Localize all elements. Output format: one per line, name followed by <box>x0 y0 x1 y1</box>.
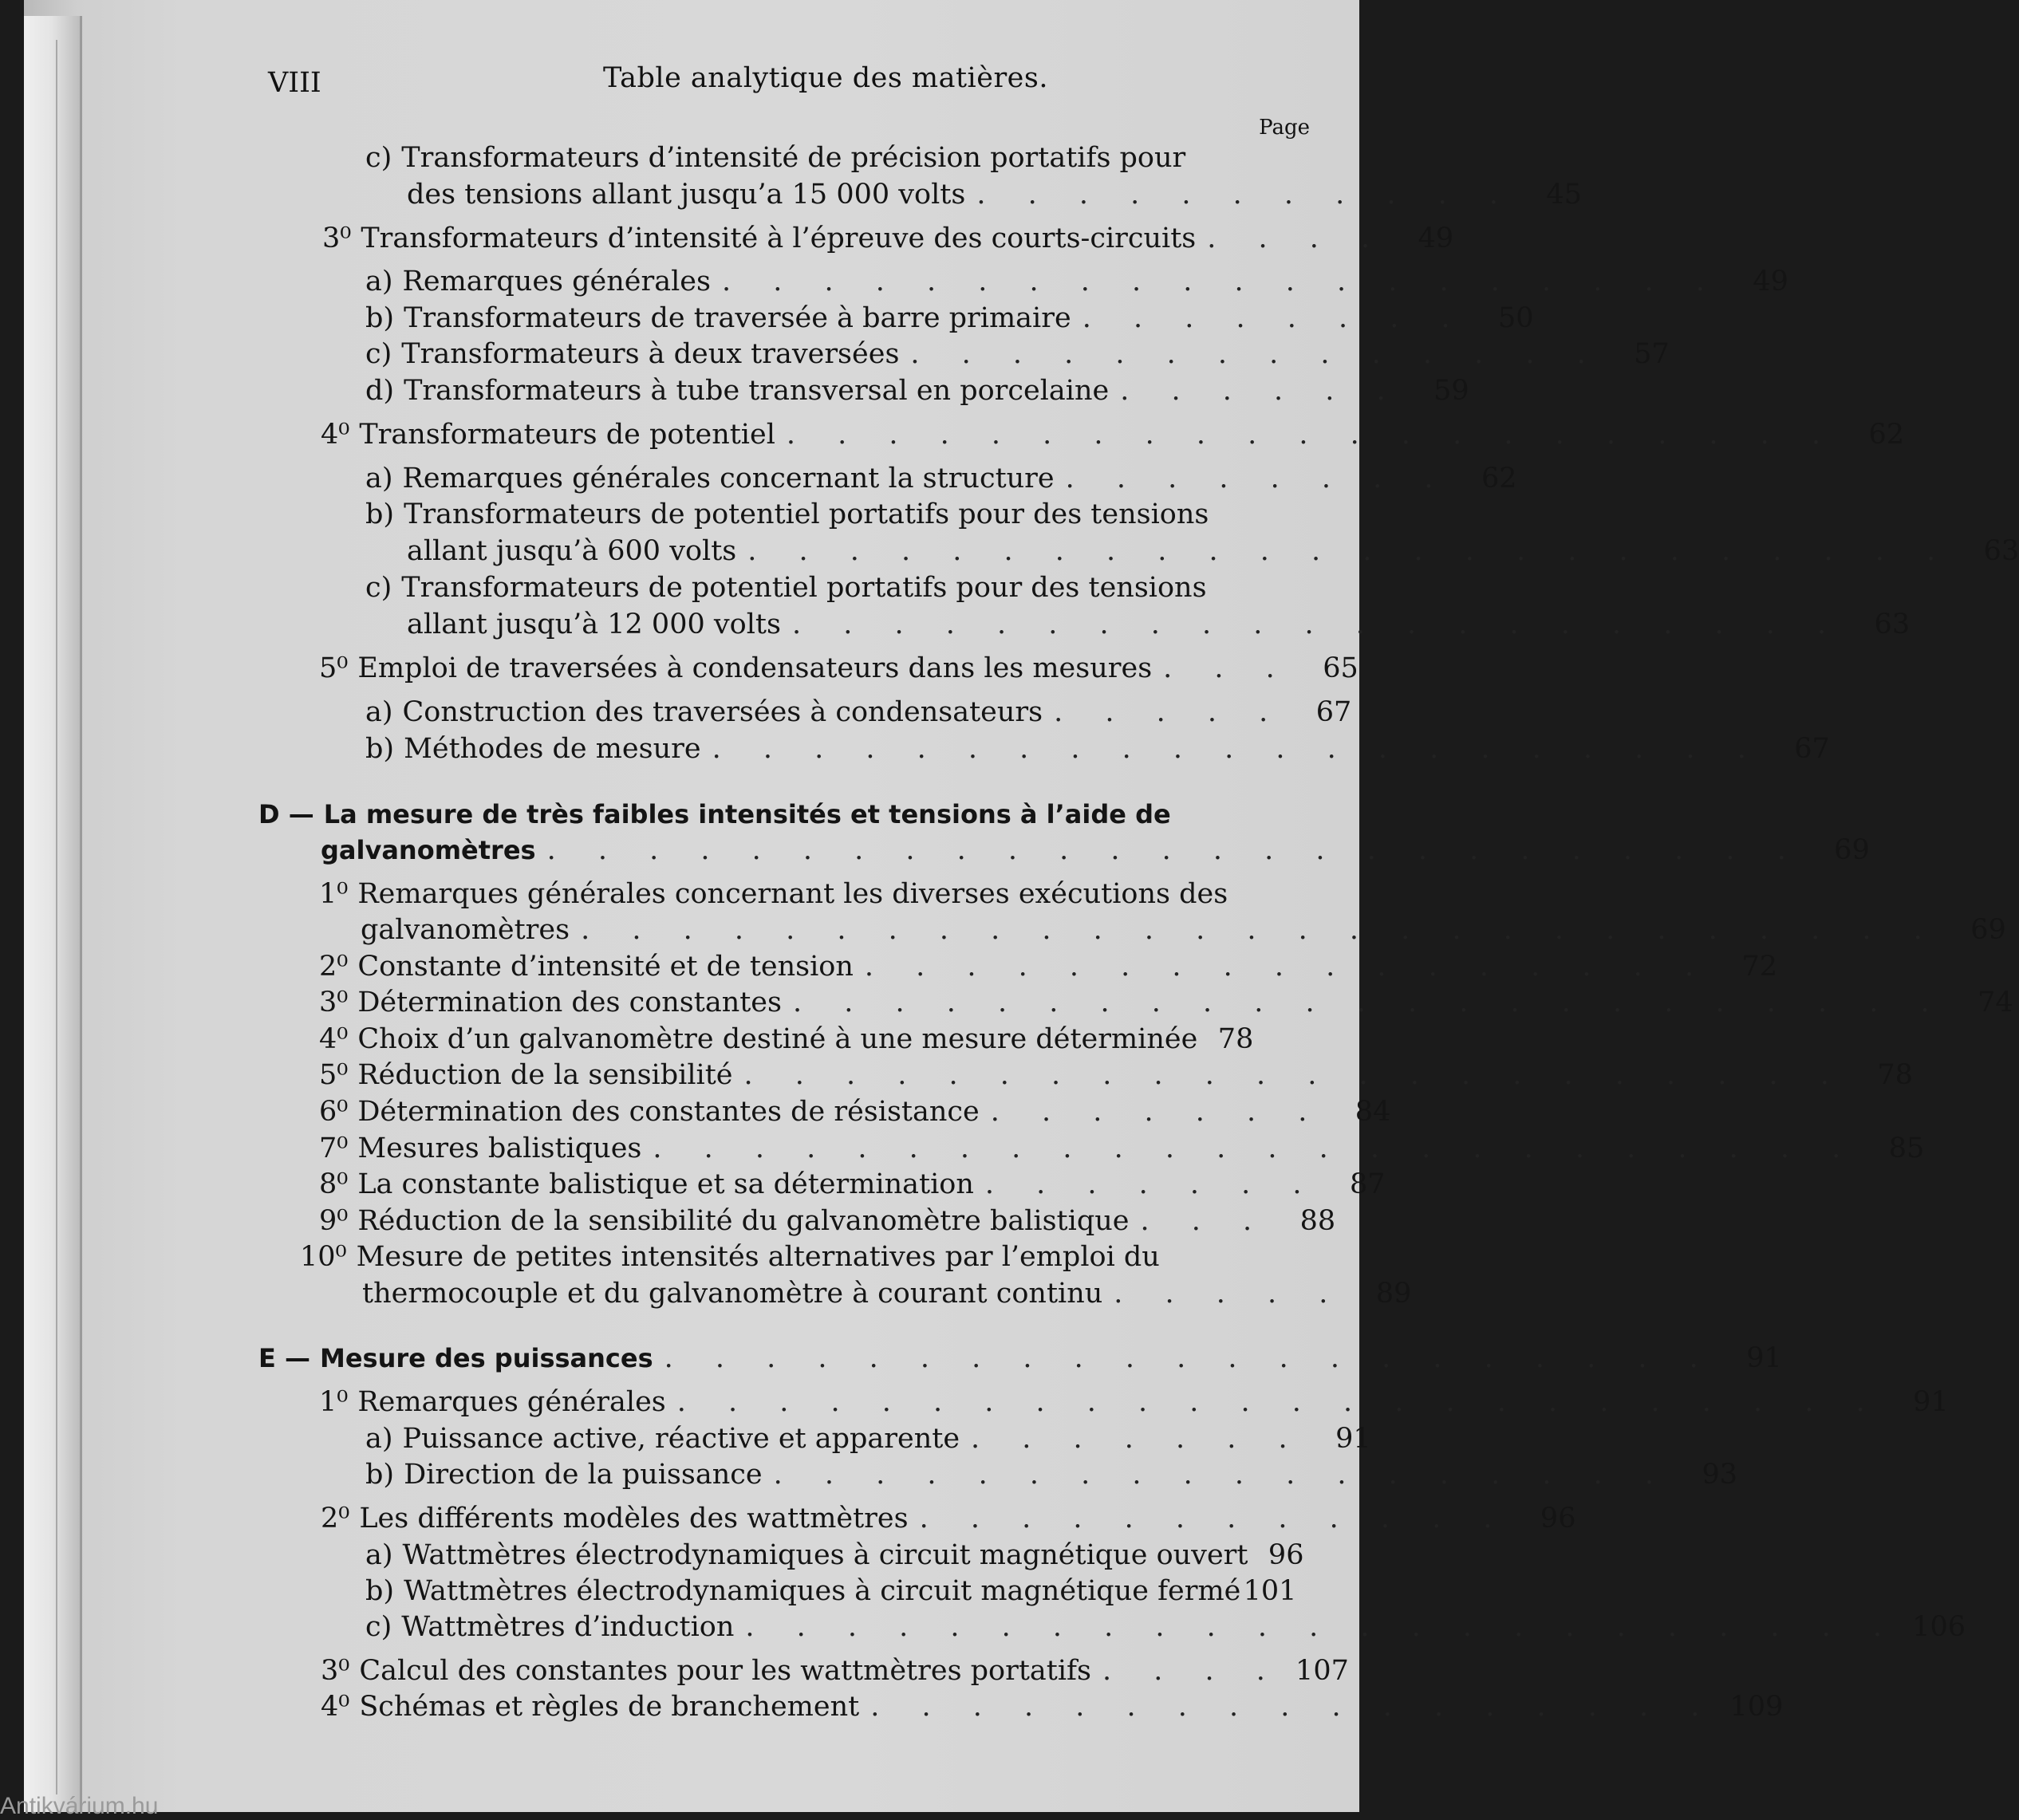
toc-entry: thermocouple et du galvanomètre à courant continu . . . . . 89 <box>362 1278 1412 1310</box>
toc-entry: galvanomètres . . . . . . . . . . . . . . . . . . . . . . . . . . . 69 <box>361 914 2006 946</box>
toc-entry: 7⁰ Mesures balistiques . . . . . . . . . . . . . . . . . . . . . . . . 85 <box>319 1133 1925 1164</box>
watermark: Antikvárium.hu <box>0 1793 159 1819</box>
page-numeral: VIII <box>268 67 321 99</box>
toc-entry: 10⁰ Mesure de petites intensités alternatives par l’emploi du <box>300 1241 1160 1273</box>
section-heading: galvanomètres . . . . . . . . . . . . . . . . . . . . . . . . . 69 <box>321 834 1870 866</box>
toc-entry: 6⁰ Détermination des constantes de résistance . . . . . . . 84 <box>319 1096 1391 1128</box>
toc-entry: c) Wattmètres d’induction . . . . . . . . . . . . . . . . . . . . . . . 106 <box>365 1611 1966 1643</box>
toc-entry: 4⁰ Choix d’un galvanomètre destiné à une mesure déterminée 78 <box>319 1023 1254 1055</box>
toc-entry: 3⁰ Détermination des constantes . . . . . . . . . . . . . . . . . . . . . . . 74 <box>319 987 2013 1018</box>
toc-entry: a) Puissance active, réactive et apparente . . . . . . . 91 <box>365 1423 1371 1455</box>
toc-entry: 8⁰ La constante balistique et sa détermination . . . . . . . 87 <box>319 1168 1386 1200</box>
toc-entry: 5⁰ Emploi de traversées à condensateurs dans les mesures . . . 65 <box>319 652 1358 684</box>
toc-entry: 4⁰ Schémas et règles de branchement . . . . . . . . . . . . . . . . . 109 <box>321 1691 1784 1723</box>
section-heading: E — Mesure des puissances . . . . . . . . . . . . . . . . . . . . . 91 <box>258 1342 1782 1374</box>
toc-entry: 2⁰ Constante d’intensité et de tension . . . . . . . . . . . . . . . . . 72 <box>319 951 1778 983</box>
toc-entry: 5⁰ Réduction de la sensibilité . . . . . . . . . . . . . . . . . . . . . . 78 <box>319 1059 1913 1091</box>
toc-entry: allant jusqu’à 12 000 volts . . . . . . . . . . . . . . . . . . . . . 63 <box>407 609 1911 640</box>
toc-entry: a) Remarques générales . . . . . . . . . . . . . . . . . . . . 49 <box>365 266 1788 297</box>
toc-entry: 2⁰ Les différents modèles des wattmètres . . . . . . . . . . . . 96 <box>321 1503 1576 1534</box>
toc-entry: a) Remarques générales concernant la structure . . . . . . . . 62 <box>365 463 1517 494</box>
toc-entry: 3⁰ Transformateurs d’intensité à l’épreuve des courts-circuits . . . . 49 <box>322 223 1454 254</box>
toc-entry: allant jusqu’à 600 volts . . . . . . . . . . . . . . . . . . . . . . . . 63 <box>407 535 2019 567</box>
toc-entry: b) Wattmètres électrodynamiques à circuit magnétique fermé 101 <box>365 1575 1297 1607</box>
toc-entry: d) Transformateurs à tube transversal en porcelaine . . . . . . 59 <box>365 375 1469 407</box>
toc-entry: 9⁰ Réduction de la sensibilité du galvanomètre balistique . . . 88 <box>319 1205 1336 1237</box>
toc-entry: b) Transformateurs de potentiel portatifs pour des tensions <box>365 498 1209 530</box>
toc-entry: a) Wattmètres électrodynamiques à circuit magnétique ouvert 96 <box>365 1539 1304 1571</box>
toc-entry: c) Transformateurs à deux traversées . . . . . . . . . . . . . . 57 <box>365 338 1670 370</box>
section-heading: D — La mesure de très faibles intensités et tensions à l’aide de <box>258 799 1171 829</box>
toc-entry: 1⁰ Remarques générales . . . . . . . . . . . . . . . . . . . . . . . . 91 <box>319 1386 1949 1418</box>
toc-entry: c) Transformateurs de potentiel portatifs pour des tensions <box>365 572 1207 604</box>
toc-entry: b) Direction de la puissance . . . . . . . . . . . . . . . . . . 93 <box>365 1459 1737 1491</box>
toc-entry: b) Méthodes de mesure . . . . . . . . . . . . . . . . . . . . . 67 <box>365 733 1830 765</box>
book-page <box>24 0 2019 1812</box>
toc-entry: a) Construction des traversées à condensateurs . . . . . 67 <box>365 696 1352 728</box>
toc-entry: 4⁰ Transformateurs de potentiel . . . . . . . . . . . . . . . . . . . . . 62 <box>321 419 1905 451</box>
toc-entry: 3⁰ Calcul des constantes pour les wattmètres portatifs . . . . 107 <box>321 1655 1349 1687</box>
page-title: Table analytique des matières. <box>603 62 1048 94</box>
toc-entry: des tensions allant jusqu’a 15 000 volts . . . . . . . . . . . 45 <box>407 179 1582 211</box>
toc-entry: 1⁰ Remarques générales concernant les diverses exécutions des <box>319 878 1228 910</box>
toc-entry: c) Transformateurs d’intensité de précision portatifs pour <box>365 142 1186 174</box>
toc-entry: b) Transformateurs de traversée à barre primaire . . . . . . . . 50 <box>365 302 1534 334</box>
page-column-label: Page <box>1259 116 1310 140</box>
